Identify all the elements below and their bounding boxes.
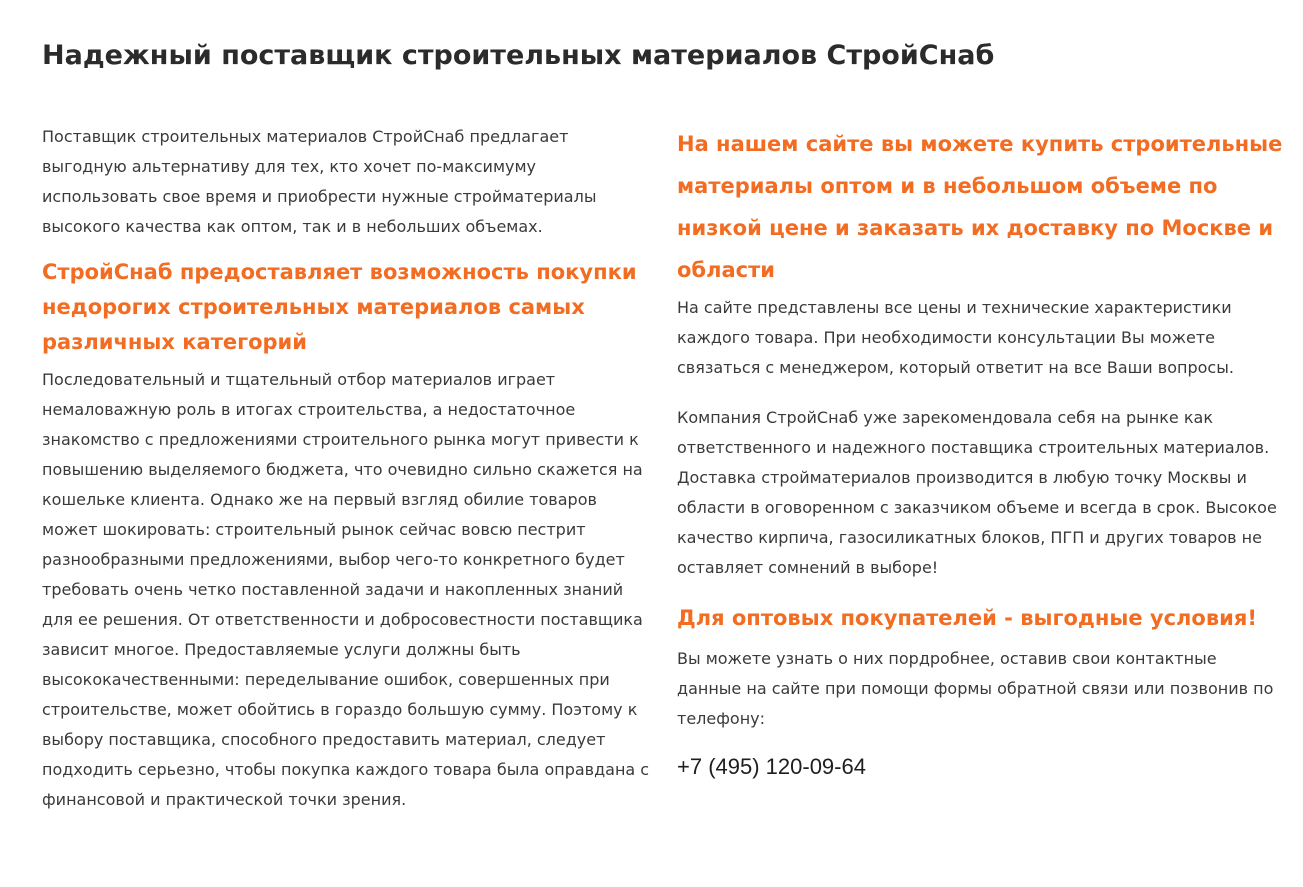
- contact-paragraph: Вы можете узнать о них пордробнее, оставив свои контактные данные на сайте при помощи формы обратной связи или позвонив по телефону:: [677, 649, 1274, 728]
- company-paragraph: Компания СтройСнаб уже зарекомендовала себя на рынке как ответственного и надежного поставщика строительных материалов. Доставка стройматериалов производится в любую точку Москвы и области в оговоренном с заказчиком объеме и всегда в срок. Высокое качество кирпича, газосиликатных блоков, ПГП и других товаров не оставляет сомнений в выборе!: [677, 408, 1277, 577]
- section-heading-wholesale: Для оптовых покупателей - выгодные условия!: [677, 606, 1257, 630]
- page-title: Надежный поставщик строительных материалов СтройСнаб: [42, 40, 995, 71]
- right-column: [677, 122, 1292, 783]
- section-heading-categories: СтройСнаб предоставляет возможность покупки недорогих строительных материалов самых различных категорий: [42, 260, 637, 354]
- phone-number[interactable]: +7 (495) 120-09-64: [677, 754, 866, 779]
- left-column: [42, 122, 662, 815]
- selection-paragraph: Последовательный и тщательный отбор материалов играет немаловажную роль в итогах строительства, а недостаточное знакомство с предложениями строительного рынка могут привести к повышению выделяемого бюджета, что очевидно сильно скажется на кошельке клиента. Однако же на первый взгляд обилие товаров может шокировать: строительный рынок сейчас вовсю пестрит разнообразными предложениями, выбор чего-то конкретного будет требовать очень четко поставленной задачи и накопленных знаний для ее решения. От ответственности и добросовестности поставщика зависит многое. Предоставляемые услуги должны быть высококачественными: переделывание ошибок, совершенных при строительстве, может обойтись в гораздо большую сумму. Поэтому к выбору поставщика, способного предоставить материал, следует подходить серьезно, чтобы покупка каждого товара была оправдана с финансовой и практической точки зрения.: [42, 370, 650, 809]
- intro-paragraph: Поставщик строительных материалов СтройСнаб предлагает выгодную альтернативу для тех, кто хочет по-максимуму использовать свое время и приобрести нужные стройматериалы высокого качества как оптом, так и в небольших объемах.: [42, 127, 597, 236]
- section-heading-buy-online: На нашем сайте вы можете купить строительные материалы оптом и в небольшом объеме по низкой цене и заказать их доставку по Москве и области: [677, 132, 1283, 282]
- prices-paragraph: На сайте представлены все цены и технические характеристики каждого товара. При необходимости консультации Вы можете связаться с менеджером, который ответит на все Ваши вопросы.: [677, 298, 1234, 377]
